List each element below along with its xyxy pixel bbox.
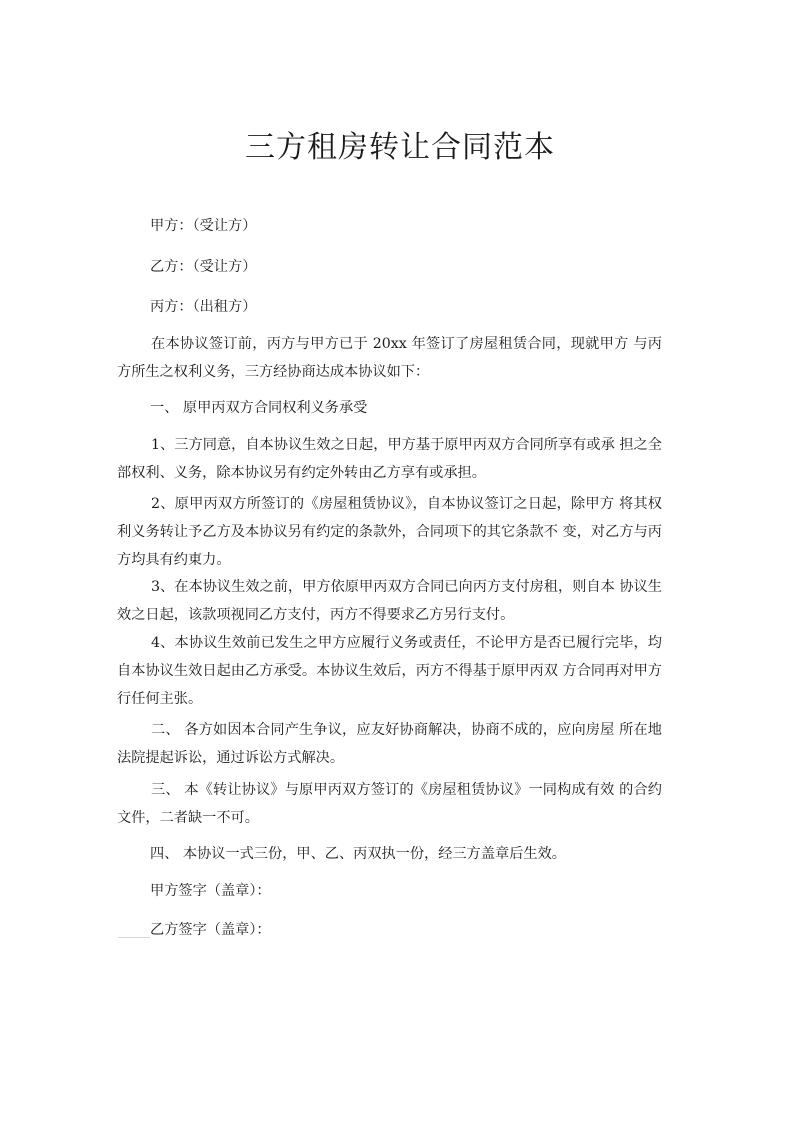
signature-a-line: 甲方签字（盖章）： bbox=[150, 883, 271, 899]
section-two-paragraph: 二、 各方如因本合同产生争议，应友好协商解决，协商不成的，应向房屋 所在地法院提起诉讼，通过诉讼方式解决。 bbox=[117, 722, 662, 766]
clause-2-paragraph: 2、原甲丙双方所签订的《房屋租赁协议》，自本协议签订之日起，除甲方 将其权利义务转让予乙方及本协议另有约定的条款外，合同项下的其它条款不 变，对乙方与丙方均具有约東力。 bbox=[117, 496, 662, 568]
section-one-heading: 一、 原甲丙双方合同权利义务承受 bbox=[150, 400, 368, 416]
party-b-label: 乙方：（受让方） bbox=[150, 259, 257, 275]
clause-4-paragraph: 4、本协议生效前已发生之甲方应履行义务或责任，不论甲方是否已履行完毕，均自本协议生效日起由乙方承受。本协议生效后，丙方不得基于原甲丙双 方合同再对甲方行任何主张。 bbox=[117, 635, 662, 707]
party-c-label: 丙方：（出租方） bbox=[150, 299, 257, 315]
party-a-label: 甲方：（受让方） bbox=[150, 218, 257, 234]
clause-1-paragraph: 1、三方同意，自本协议生效之日起，甲方基于原甲丙双方合同所享有或承 担之全部权利、义务，除本协议另有约定外转由乙方享有或承担。 bbox=[117, 437, 662, 481]
document-title: 三方租房转让合同范本 bbox=[245, 130, 555, 165]
intro-paragraph: 在本协议签订前，丙方与甲方已于 20xx 年签订了房屋租赁合同，现就甲方 与丙方所生之权利义务，三方经协商达成本协议如下： bbox=[117, 336, 662, 380]
signature-b-line: 乙方签字（盖章）： bbox=[150, 922, 271, 938]
section-four-paragraph: 四、 本协议一式三份，甲、乙、丙双执一份，经三方盖章后生效。 bbox=[150, 846, 566, 862]
section-three-paragraph: 三、 本《转让协议》与原甲丙双方签订的《房屋租赁协议》一同构成有效 的合约文件，二者缺一不可。 bbox=[117, 782, 662, 826]
clause-3-paragraph: 3、在本协议生效之前，甲方依原甲丙双方合同已向丙方支付房租，则自本 协议生效之日起，该款项视同乙方支付，丙方不得要求乙方另行支付。 bbox=[117, 579, 662, 623]
signature-divider bbox=[118, 937, 150, 938]
